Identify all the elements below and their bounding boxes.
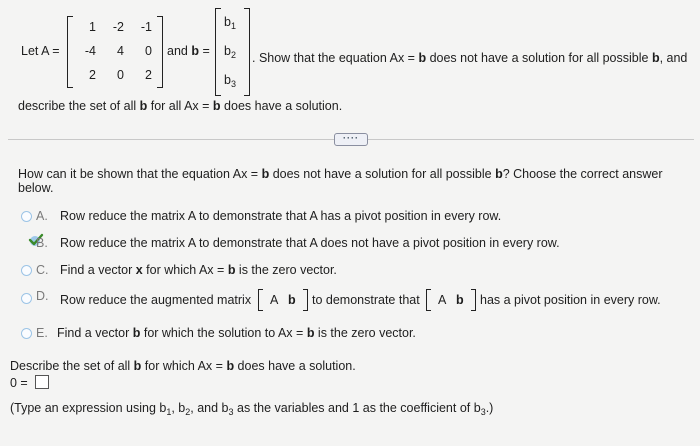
option-b-text: Row reduce the matrix A to demonstrate that A does not have a pivot position in every row. <box>60 236 560 250</box>
vector-b-left-bracket <box>215 8 221 96</box>
augmented-matrix <box>258 293 308 307</box>
part2-hint: (Type an expression using $b_1$, $b_2$, and $b_3$ as the variables and 1 as the coefficient of $b_3$.) <box>10 401 494 417</box>
option-c-letter: C. <box>36 263 49 277</box>
option-c-radio[interactable] <box>21 265 32 276</box>
question-show-text: . Show that the equation Ax = b does not have a solution for all possible b, and <box>252 51 688 65</box>
option-e-letter: E. <box>36 326 48 340</box>
matrix-a-cell: 0 <box>117 68 124 82</box>
vector-b-entry: $b_2$ <box>224 44 236 60</box>
answer-input[interactable] <box>35 375 49 389</box>
matrix-a-cell: -1 <box>140 20 152 34</box>
vector-b-entry: $b_1$ <box>224 15 236 31</box>
matrix-a-cell: -2 <box>112 20 124 34</box>
vector-b-entry: $b_3$ <box>224 73 236 89</box>
option-e-text: Find a vector b for which the solution to Ax = b is the zero vector. <box>57 326 416 340</box>
augmented-matrix-a: A <box>270 293 279 307</box>
matrix-a-cell: 2 <box>89 68 96 82</box>
augmented-matrix-b: b <box>288 293 296 307</box>
matrix-a-cell: 4 <box>117 44 124 58</box>
matrix-a-left-bracket <box>67 16 73 88</box>
part1-prompt-line2: below. <box>18 181 54 195</box>
option-c-text: Find a vector x for which Ax = b is the zero vector. <box>60 263 337 277</box>
matrix-a-cell: -4 <box>84 44 96 58</box>
matrix-a-cell: 0 <box>145 44 152 58</box>
option-b-letter: B. <box>36 236 48 250</box>
option-a-letter: A. <box>36 209 48 223</box>
augmented-matrix <box>426 293 476 307</box>
question-and-b: and b = <box>167 44 210 58</box>
matrix-a-cell: 2 <box>145 68 152 82</box>
augmented-matrix-right-bracket <box>303 289 308 311</box>
augmented-matrix-right-bracket <box>471 289 476 311</box>
matrix-a-right-bracket <box>157 16 163 88</box>
augmented-matrix-b: b <box>456 293 464 307</box>
option-d-radio[interactable] <box>21 293 32 304</box>
option-a-text: Row reduce the matrix A to demonstrate that A has a pivot position in every row. <box>60 209 502 223</box>
question-let-a: Let A = <box>21 44 60 58</box>
option-d-text-c: has a pivot position in every row. <box>480 293 661 307</box>
augmented-matrix-left-bracket <box>426 289 431 311</box>
option-d-text-b: to demonstrate that <box>312 293 420 307</box>
option-d-text-a: Row reduce the augmented matrix <box>60 293 252 307</box>
augmented-matrix-a: A <box>438 293 447 307</box>
part2-prompt: Describe the set of all b for which Ax = b does have a solution. <box>10 359 356 373</box>
part1-prompt-line1: How can it be shown that the equation Ax = b does not have a solution for all possible b? Choose the correct answer <box>18 167 663 181</box>
vector-b-right-bracket <box>244 8 250 96</box>
zero-equals-label: 0 = <box>10 376 28 390</box>
augmented-matrix-left-bracket <box>258 289 263 311</box>
option-a-radio[interactable] <box>21 211 32 222</box>
option-e-radio[interactable] <box>21 328 32 339</box>
matrix-a-cell: 1 <box>89 20 96 34</box>
question-describe-text: describe the set of all b for all Ax = b does have a solution. <box>18 99 343 113</box>
more-button[interactable]: ···· <box>334 133 368 146</box>
option-d-letter: D. <box>36 289 49 303</box>
